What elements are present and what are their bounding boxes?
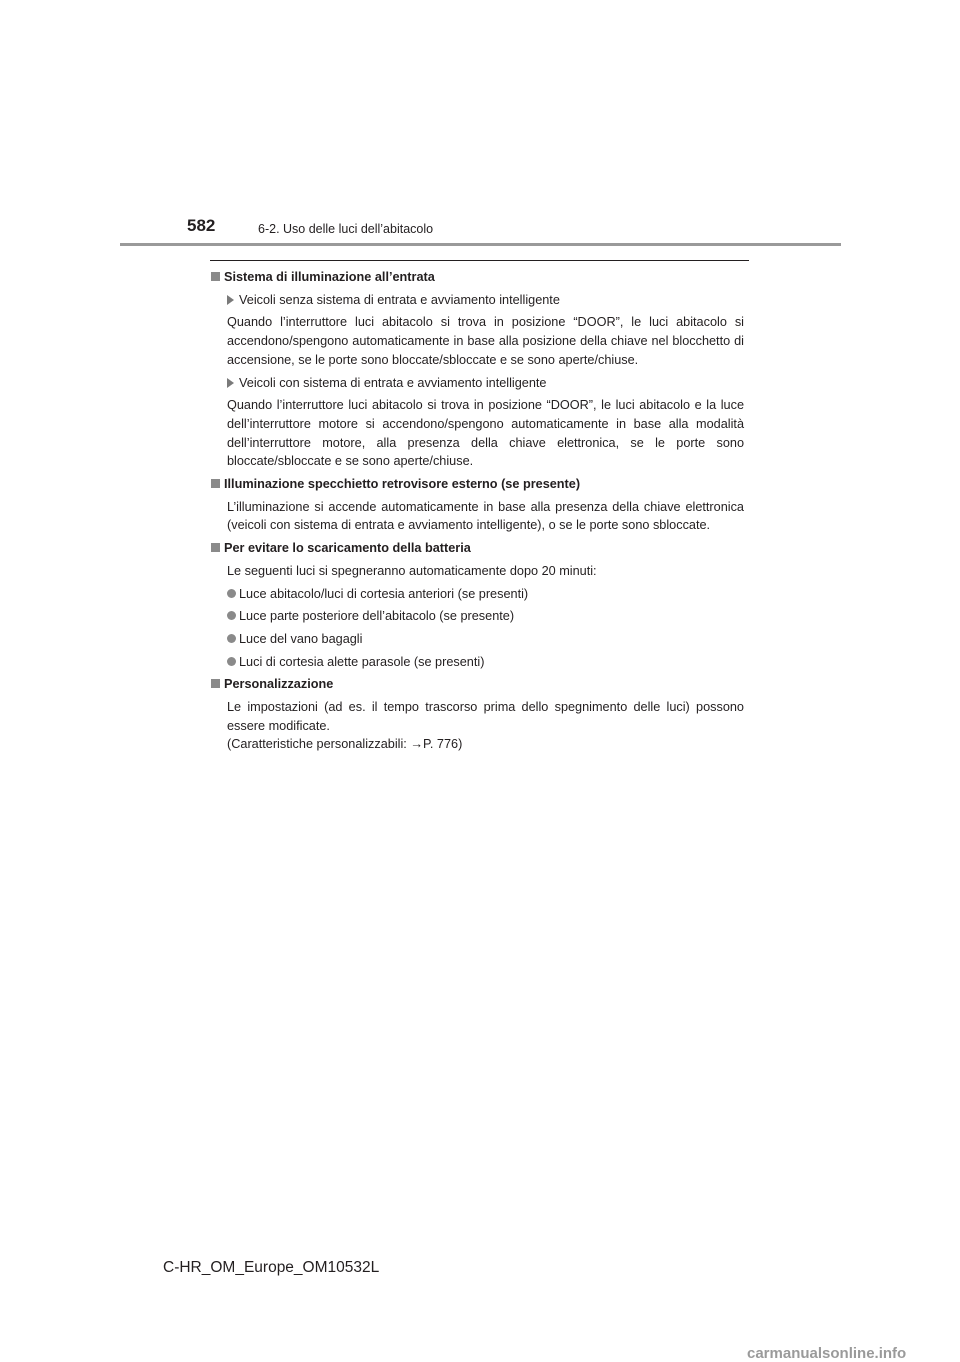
paragraph-line: Le impostazioni (ad es. il tempo trascorso prima dello spegnimento delle luci) possono essere modificate.: [227, 700, 744, 733]
circle-bullet-icon: [227, 634, 236, 643]
paragraph: [227, 698, 744, 754]
square-bullet-icon: [211, 679, 220, 688]
square-bullet-icon: [211, 543, 220, 552]
list-item-text: Luce abitacolo/luci di cortesia anteriori (se presenti): [239, 586, 529, 601]
section-heading: [211, 539, 744, 558]
list-item: [227, 630, 744, 649]
section-heading: [211, 675, 744, 694]
circle-bullet-icon: [227, 657, 236, 666]
square-bullet-icon: [211, 479, 220, 488]
sub-heading: [227, 374, 744, 393]
document-code: C-HR_OM_Europe_OM10532L: [163, 1259, 380, 1276]
circle-bullet-icon: [227, 589, 236, 598]
list-item: [227, 585, 744, 604]
section-mirror-lighting: [211, 475, 744, 535]
paragraph: Le seguenti luci si spegneranno automaticamente dopo 20 minuti:: [227, 563, 597, 578]
triangle-bullet-icon: [227, 378, 234, 388]
chapter-title: 6-2. Uso delle luci dell’abitacolo: [258, 222, 434, 236]
page-content: [211, 268, 744, 754]
sub-heading-text: Veicoli con sistema di entrata e avviamento intelligente: [239, 375, 547, 390]
section-battery-saver: [211, 539, 744, 671]
section-title: Illuminazione specchietto retrovisore esterno (se presente): [224, 477, 581, 492]
section-heading: [211, 268, 744, 287]
circle-bullet-icon: [227, 611, 236, 620]
square-bullet-icon: [211, 272, 220, 281]
triangle-bullet-icon: [227, 295, 234, 305]
cross-reference-link[interactable]: (Caratteristiche personalizzabili: →P. 776): [227, 737, 463, 752]
paragraph: L’illuminazione si accende automaticamente in base alla presenza della chiave elettronica (veicoli con sistema di entrata e avviamento intelligente), o se le porte sono sbloccate.: [227, 499, 744, 533]
paragraph: Quando l’interruttore luci abitacolo si trova in posizione “DOOR”, le luci abitacolo si accendono/spengono automaticamente in base alla posizione della chiave nel blocchetto di accensione, se le porte sono bloccate/sbloccate e se sono aperte/chiuse.: [227, 315, 744, 367]
section-title: Sistema di illuminazione all’entrata: [224, 270, 435, 284]
section-heading: [211, 475, 744, 494]
section-title: Per evitare lo scaricamento della batteria: [224, 541, 471, 556]
list-item: [227, 607, 744, 626]
sub-heading-text: Veicoli senza sistema di entrata e avviamento intelligente: [239, 292, 560, 307]
header-divider: [120, 243, 841, 246]
watermark: carmanualsonline.info: [747, 1345, 907, 1362]
section-title: Personalizzazione: [224, 677, 334, 692]
sub-heading: [227, 291, 744, 310]
list-item-text: Luce parte posteriore dell’abitacolo (se presente): [239, 609, 515, 624]
content-top-rule: [210, 260, 749, 261]
page-number: 582: [187, 216, 216, 235]
section-entry-lighting: [211, 268, 744, 471]
paragraph: Quando l’interruttore luci abitacolo si trova in posizione “DOOR”, le luci abitacolo e la luce dell’interruttore motore si accendono/spengono automaticamente in base alla modalità dell’interruttore motore, alla presenza della chiave elettronica, se le porte sono bloccate/sbloccate e se sono aperte/chiuse.: [227, 398, 744, 469]
list-item-text: Luci di cortesia alette parasole (se presenti): [239, 654, 485, 669]
list-item-text: Luce del vano bagagli: [239, 631, 363, 646]
section-customization: [211, 675, 744, 754]
list-item: [227, 653, 744, 672]
